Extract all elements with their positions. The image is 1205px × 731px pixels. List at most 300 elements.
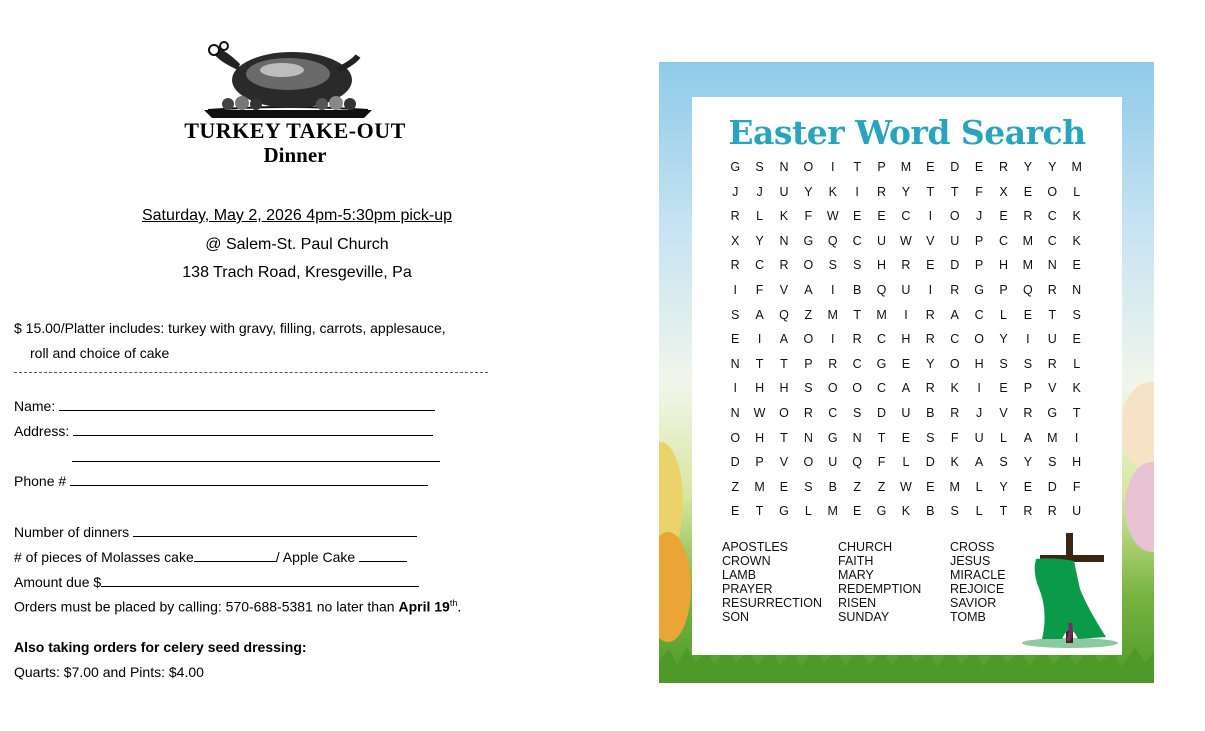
grid-letter: A [755,307,764,322]
grid-letter: S [1048,455,1057,470]
grid-letter: O [1047,184,1058,199]
grid-letter: W [753,405,766,420]
grid-letter: U [779,184,789,199]
grid-letter: E [1023,184,1033,199]
grid-letter: M [1047,430,1058,445]
word-list-item: MIRACLE [950,568,1006,582]
dinners-label: Number of dinners [14,524,130,540]
grid-letter: M [827,307,838,322]
grid-letter: I [855,184,859,199]
grid-letter: C [755,258,765,273]
grid-letter: Z [853,479,861,494]
grid-letter: K [950,455,959,470]
cake-row [14,548,407,565]
grid-letter: I [1074,430,1079,445]
word-list-item: PRAYER [722,582,773,596]
amount-row [14,573,419,590]
grid-letter: E [877,209,886,224]
grid-letter: U [877,233,887,248]
grid-letter: Q [1023,282,1033,297]
grid-letter: N [852,430,862,445]
grid-letter: A [779,332,789,347]
grid-letter: E [926,258,935,273]
letter-grid [723,155,1089,524]
grid-row [723,426,1089,451]
grid-letter: I [733,282,737,297]
grid-letter: M [1022,258,1034,273]
grid-letter: H [901,332,911,347]
celery-heading: Also taking orders for celery seed dressing: [14,639,307,655]
word-list-item: JESUS [950,554,991,568]
grid-letter: W [900,233,912,248]
grid-letter: K [1072,233,1081,248]
grid-letter: Z [804,307,813,322]
orders-deadline-suffix: th [449,598,458,608]
grid-letter: R [901,258,911,273]
grid-letter: I [831,160,835,174]
orders-line [14,598,461,615]
grid-letter: T [999,504,1008,519]
grid-letter: S [999,455,1008,470]
grid-letter: G [827,430,838,445]
grid-letter: J [975,209,983,224]
grid-letter: C [1047,233,1057,248]
grid-row [723,204,1089,229]
grid-letter: S [852,258,862,273]
word-list-item: CROSS [950,540,995,554]
grid-letter: C [828,405,838,420]
grid-letter: N [779,160,789,174]
grid-letter: I [757,332,762,347]
grid-letter: K [1072,209,1081,224]
grid-letter: O [974,332,984,347]
grid-letter: C [974,307,984,322]
grid-letter: S [804,381,813,396]
grid-letter: K [950,381,959,396]
grid-row [723,376,1089,401]
grid-letter: E [852,504,862,519]
address-label: Address: [14,423,70,439]
grid-row [723,450,1089,475]
grid-letter: R [925,381,935,396]
grid-letter: C [877,332,887,347]
grid-letter: Y [926,356,935,371]
phone-blank [70,472,428,486]
grid-letter: V [779,282,789,297]
grid-letter: V [779,455,789,470]
grid-letter: U [901,405,911,420]
address-row [14,422,433,439]
grid-letter: U [1072,504,1082,519]
dinners-row [14,523,417,540]
grid-letter: U [828,455,838,470]
grid-letter: Q [779,307,789,322]
dinners-blank [133,523,417,537]
grid-letter: I [928,209,933,224]
grid-letter: U [950,233,960,248]
grid-letter: E [731,504,740,519]
grid-letter: E [901,430,911,445]
grid-letter: P [999,282,1008,297]
grid-letter: T [755,356,764,371]
grid-letter: R [730,209,740,224]
grid-row [723,401,1089,426]
grid-letter: K [779,209,789,224]
grid-letter: R [1023,504,1033,519]
grid-letter: E [974,160,984,174]
grid-letter: I [928,282,933,297]
flyer-subtitle: Dinner [263,143,327,167]
grid-letter: S [755,160,764,174]
grid-letter: N [730,405,740,420]
grid-letter: Y [999,332,1008,347]
grid-letter: R [998,160,1008,174]
word-list-column-3 [950,540,1006,624]
grid-letter: O [803,258,814,273]
word-list-item: REJOICE [950,582,1005,596]
orders-deadline: April 19 [398,598,450,615]
grid-letter: O [949,209,960,224]
phone-row [14,472,428,489]
grid-letter: K [828,184,837,199]
grid-letter: N [730,356,740,371]
grid-row [723,253,1089,278]
divider [14,372,488,373]
grid-letter: L [1000,307,1007,322]
address-row-2 [72,448,440,465]
grid-letter: G [876,356,887,371]
grid-letter: Y [1023,160,1033,174]
grid-letter: H [1072,455,1082,470]
grid-letter: J [756,184,763,199]
grid-letter: I [831,332,835,347]
grid-letter: L [1073,184,1081,199]
grid-letter: D [1047,479,1057,494]
roast-turkey-illustration [198,40,378,122]
grid-letter: M [754,479,765,494]
grid-letter: A [950,307,959,322]
grid-letter: V [999,405,1008,420]
grid-letter: R [852,332,862,347]
grid-letter: E [1023,479,1033,494]
grid-letter: Y [755,233,764,248]
word-list-item: LAMB [722,568,757,582]
grid-letter: O [803,160,814,174]
grid-letter: E [1072,332,1081,347]
grid-letter: N [1072,282,1082,297]
orders-end: . [457,598,462,615]
grid-letter: D [950,258,960,273]
grid-letter: S [950,504,959,519]
grid-letter: O [779,405,789,420]
grid-letter: G [974,282,984,297]
egg-decoration [659,532,691,642]
grid-letter: R [925,332,935,347]
grid-letter: I [733,381,737,396]
grid-letter: R [730,258,740,273]
grid-letter: B [926,504,935,519]
grid-letter: Y [1023,455,1033,470]
molasses-blank [194,548,276,562]
grid-letter: P [877,160,886,174]
grid-row [723,303,1089,328]
grid-row [723,180,1089,205]
grid-letter: E [926,479,935,494]
grid-letter: R [950,282,960,297]
word-list-item: TOMB [950,610,986,624]
grid-letter: L [975,479,983,494]
grid-row [723,352,1089,377]
flyer-title: TURKEY TAKE-OUT [184,118,406,143]
grid-letter: G [779,504,789,519]
grid-letter: S [731,307,740,322]
grid-letter: C [1047,209,1057,224]
grid-letter: V [1048,381,1057,396]
word-search-title: Easter Word Search [728,113,1086,152]
grid-letter: Y [901,184,911,199]
grid-letter: O [730,430,741,445]
grid-letter: E [852,209,862,224]
grid-letter: L [902,455,910,470]
grid-letter: G [730,160,741,174]
grid-row [723,327,1089,352]
grid-letter: B [852,282,862,297]
grid-letter: T [926,184,935,199]
grid-letter: M [949,479,960,494]
grid-letter: L [804,504,812,519]
grid-letter: H [974,356,984,371]
grid-row [723,278,1089,303]
grid-letter: C [852,233,862,248]
grid-letter: R [1047,356,1057,371]
grid-letter: I [977,381,981,396]
grid-letter: T [853,160,861,174]
grid-letter: S [804,479,813,494]
grid-letter: R [803,405,813,420]
grid-letter: C [901,209,911,224]
celery-prices: Quarts: $7.00 and Pints: $4.00 [14,664,204,680]
grid-letter: W [900,479,912,494]
grid-letter: C [877,381,887,396]
apple-label: / Apple Cake [275,549,356,565]
grid-letter: J [975,405,983,420]
word-list-item: SON [722,610,750,624]
grid-letter: H [998,258,1008,273]
word-list-item: FAITH [838,554,874,568]
grid-letter: T [877,430,886,445]
grid-letter: M [1071,160,1082,174]
grid-letter: N [779,233,789,248]
grid-letter: S [828,258,837,273]
grid-letter: S [999,356,1008,371]
grid-letter: R [779,258,789,273]
grid-letter: Y [1048,160,1057,174]
price-line: $ 15.00/Platter includes: turkey with gravy, filling, carrots, applesauce, [14,320,446,336]
grid-letter: P [755,455,764,470]
grid-letter: R [828,356,838,371]
grid-row [723,499,1089,524]
grid-letter: O [803,455,814,470]
grid-letter: S [1072,307,1081,322]
grid-letter: G [803,233,814,248]
grid-letter: F [975,184,983,199]
apple-blank [359,548,407,562]
grid-letter: H [755,381,765,396]
grid-letter: L [975,504,983,519]
word-list-item: CHURCH [838,540,893,554]
address-blank-2 [72,448,440,462]
grid-letter: U [1047,332,1057,347]
grid-letter: Z [877,479,886,494]
grid-letter: T [755,504,764,519]
grid-row [723,155,1089,180]
grid-letter: E [901,356,911,371]
grid-letter: E [999,381,1008,396]
grid-letter: M [827,504,838,519]
grid-letter: S [852,405,862,420]
amount-blank [101,573,419,587]
grid-letter: N [803,430,813,445]
grid-letter: G [1047,405,1058,420]
grid-letter: T [950,184,959,199]
grid-letter: L [1000,430,1007,445]
grid-letter: O [803,332,814,347]
egg-decoration [1121,382,1154,472]
grid-letter: H [779,381,789,396]
word-list-item: SUNDAY [838,610,890,624]
grid-letter: L [756,209,764,224]
grid-letter: W [826,209,839,224]
grid-letter: E [731,332,740,347]
word-list-item: SAVIOR [950,596,997,610]
grid-letter: P [974,233,984,248]
grid-letter: R [950,405,960,420]
grid-letter: E [999,209,1008,224]
grid-letter: P [1023,381,1033,396]
grid-letter: N [1047,258,1057,273]
grid-letter: B [926,405,935,420]
grid-row [723,475,1089,500]
word-list-column-2 [838,540,921,624]
grid-letter: X [999,184,1008,199]
grid-letter: O [949,356,960,371]
grid-letter: K [901,504,911,519]
grid-letter: Q [852,455,863,470]
grid-letter: R [1023,209,1033,224]
grid-letter: R [1047,504,1057,519]
grid-letter: C [950,332,960,347]
grid-letter: S [1023,356,1033,371]
grid-letter: E [779,479,789,494]
grid-letter: B [828,479,837,494]
phone-label: Phone # [14,473,67,489]
grid-letter: M [1022,233,1034,248]
name-row [14,397,435,414]
grid-letter: L [1073,356,1081,371]
grid-letter: Q [876,282,887,297]
grid-letter: F [804,209,813,224]
event-address: 138 Trach Road, Kresgeville, Pa [182,264,412,281]
grid-letter: I [831,282,835,297]
grid-letter: G [876,504,887,519]
amount-label: Amount due $ [14,574,102,590]
molasses-label: # of pieces of Molasses cake [14,549,194,565]
grid-letter: Y [999,479,1008,494]
grid-letter: A [901,381,911,396]
grid-letter: O [827,381,838,396]
word-list-item: REDEMPTION [838,582,922,596]
egg-decoration [1125,462,1154,552]
word-list-item: CROWN [722,554,771,568]
grid-letter: F [950,430,959,445]
word-list-item: RESURRECTION [722,596,823,610]
word-list-item: MARY [838,568,874,582]
grid-letter: F [877,455,886,470]
grid-letter: H [755,430,765,445]
event-place: @ Salem-St. Paul Church [205,236,389,253]
grid-letter: U [974,430,984,445]
grid-letter: Z [731,479,740,494]
grid-letter: T [780,356,788,371]
grid-letter: S [926,430,935,445]
grid-letter: E [926,160,935,174]
grid-letter: Q [827,233,838,248]
orders-text: Orders must be placed by calling: 570-688-5381 no later than [14,598,395,615]
grid-letter: R [1047,282,1057,297]
grid-letter: T [1048,307,1057,322]
grid-letter: J [732,184,739,199]
grid-letter: I [904,307,908,322]
grid-letter: T [780,430,788,445]
grid-letter: R [877,184,887,199]
event-date: Saturday, May 2, 2026 4pm-5:30pm pick-up [141,207,453,224]
word-list-item: RISEN [838,596,877,610]
grid-letter: D [950,160,960,174]
grid-letter: H [877,258,887,273]
grid-letter: A [804,282,813,297]
address-blank [73,422,433,436]
grid-letter: E [1023,307,1033,322]
grid-letter: A [974,455,984,470]
grid-letter: R [1023,405,1033,420]
grid-letter: A [1023,430,1033,445]
price-line-continued: roll and choice of cake [30,345,170,361]
cross-with-shroud-illustration [1018,529,1120,651]
grid-letter: E [1072,258,1081,273]
easter-word-search-image [659,62,1154,683]
word-search-card [692,97,1122,655]
grid-letter: P [804,356,813,371]
grid-letter: C [998,233,1008,248]
grid-letter: D [877,405,887,420]
grid-letter: M [876,307,887,322]
grid-letter: K [1072,381,1081,396]
grid-letter: V [926,233,935,248]
grid-letter: M [900,160,912,174]
word-list-item: APOSTLES [722,540,788,554]
grid-letter: F [755,282,764,297]
grid-letter: I [1026,332,1030,347]
grid-letter: D [925,455,935,470]
grid-letter: T [853,307,861,322]
word-list-column-1 [722,540,822,624]
grid-row [723,229,1089,254]
grid-letter: C [852,356,862,371]
grid-letter: D [730,455,740,470]
grid-letter: Y [804,184,813,199]
grid-letter: O [852,381,863,396]
grid-letter: U [901,282,911,297]
